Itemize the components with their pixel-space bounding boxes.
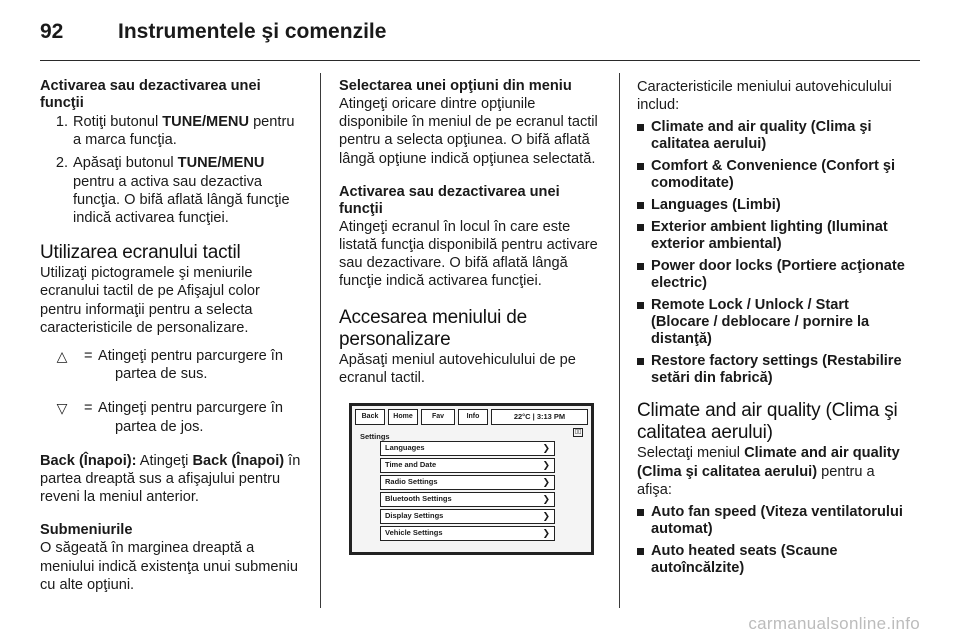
bullet-square-icon — [637, 297, 651, 348]
climate-item — [637, 543, 905, 577]
column-middle — [339, 78, 607, 560]
touch-text: Utilizaţi pictogramele şi meniurile ecranului tactil de pe Afişajul color pentru informaţii pentru a selecta caracteristicile de personalizare. — [40, 265, 260, 336]
feature-item — [637, 297, 905, 348]
submenu-text: O săgeată în marginea dreaptă a meniului indică existenţa unui submeniu cu alte opţiuni. — [40, 540, 298, 593]
climate-menu-name: Climate and air quality (Clima şi calitatea aerului) — [637, 445, 900, 480]
climate-heading: Climate and air quality (Clima şi calitatea aerului) — [637, 400, 898, 444]
features-list — [637, 119, 905, 387]
climate-text-part: Selectaţi meniul — [637, 445, 745, 462]
step-text: pentru a activa sau dezactiva funcţia. O bifă aflată lângă funcţie indică activarea funcţiei. — [73, 173, 290, 227]
bullet-square-icon — [637, 119, 651, 153]
screen-menu-label: Bluetooth Settings — [385, 494, 452, 504]
feature-text: Restore factory settings (Restabilire setări din fabrică) — [651, 353, 902, 387]
down-arrow-icon: ▽ — [56, 400, 68, 417]
step-number: 2. — [55, 155, 68, 172]
climate-item — [637, 504, 905, 538]
chevron-right-icon: ❯ — [542, 460, 550, 471]
climate-text-part: pentru a afişa: — [637, 463, 875, 498]
activate-text: Atingeţi ecranul în locul în care este listată funcţia disponibilă pentru activare sau dezactivare. O bifă aflată lângă funcţie indică activarea funcţiei. — [339, 218, 598, 290]
bullet-square-icon — [637, 158, 651, 192]
column-left — [40, 78, 302, 594]
screen-menu-item[interactable] — [380, 509, 555, 524]
screen-title: Settings — [360, 432, 390, 442]
chevron-right-icon: ❯ — [542, 511, 550, 522]
arrow-down-text — [98, 399, 302, 435]
watermark: carmanualsonline.info — [748, 614, 920, 633]
screen-menu-item[interactable] — [380, 492, 555, 507]
screen-menu-item[interactable] — [380, 475, 555, 490]
screen-menu-item[interactable] — [380, 441, 555, 456]
feature-item — [637, 119, 905, 153]
arrow-down-row — [40, 399, 302, 435]
arrow-text-line: partea de sus. — [115, 366, 208, 383]
step-button-name: TUNE/MENU — [162, 114, 250, 130]
screen-menu-label: Radio Settings — [385, 477, 438, 487]
feature-text: Languages (Limbi) — [651, 197, 781, 214]
settings-screen-figure — [343, 400, 605, 560]
activate-heading: Activarea sau dezactivarea unei funcţii — [339, 183, 560, 217]
feature-text: Comfort & Convenience (Confort şi comoditate) — [651, 158, 896, 192]
screen-menu-label: Languages — [385, 443, 425, 453]
step-item — [40, 154, 302, 227]
bullet-square-icon — [637, 504, 651, 538]
screen-fav-button[interactable]: Fav — [421, 409, 455, 425]
arrow-up-text — [98, 347, 302, 383]
chevron-right-icon: ❯ — [542, 443, 550, 454]
feature-item — [637, 197, 905, 214]
chapter-title: Instrumentele şi comenzile — [118, 20, 387, 43]
bullet-square-icon — [637, 219, 651, 253]
steps-list — [40, 113, 302, 227]
screen-menu-list — [380, 441, 555, 543]
select-heading: Selectarea unei opţiuni din meniu — [339, 78, 572, 94]
access-heading: Accesarea meniului de personalizare — [339, 306, 528, 350]
feature-item — [637, 258, 905, 292]
feature-text: Climate and air quality (Clima şi calitatea aerului) — [651, 119, 872, 153]
back-text: în partea dreaptă sus a afişajului pentru reveni la meniul anterior. — [40, 452, 301, 506]
feature-text: Power door locks (Portiere acţionate electric) — [651, 258, 905, 292]
feature-item — [637, 158, 905, 192]
equals-sign: = — [84, 348, 93, 365]
bullet-square-icon — [637, 258, 651, 292]
submenu-heading: Submeniurile — [40, 522, 133, 539]
step-text: Rotiţi butonul — [73, 114, 163, 130]
chevron-right-icon: ❯ — [542, 528, 550, 539]
climate-item-text: Auto fan speed (Viteza ventilatorului automat) — [651, 504, 903, 538]
activate-heading: Activarea sau dezactivarea unei funcţii — [40, 78, 261, 111]
book-icon: ▯▯ — [574, 429, 582, 436]
screen-top-bar — [355, 409, 588, 425]
access-text: Apăsaţi meniul autovehiculului de pe ecranul tactil. — [339, 351, 576, 386]
column-right — [637, 78, 905, 582]
step-number: 1. — [55, 114, 68, 130]
equals-sign: = — [84, 400, 93, 417]
select-text: Atingeţi oricare dintre opţiunile disponibile în meniul de pe ecranul tactil pentru a selecta opţiunea. O bifă aflată lângă opţiune indică opţiunea selectată. — [339, 96, 598, 167]
screen-menu-label: Display Settings — [385, 511, 444, 521]
step-text: Apăsaţi butonul — [73, 155, 178, 172]
screen-status: 22°C | 3:13 PM — [491, 409, 588, 425]
step-button-name: TUNE/MENU — [177, 155, 265, 172]
screen-info-button[interactable]: Info — [458, 409, 488, 425]
screen-menu-label: Time and Date — [385, 460, 437, 470]
column-divider — [619, 73, 620, 608]
climate-list — [637, 504, 905, 577]
screen-back-button[interactable]: Back — [355, 409, 385, 425]
up-arrow-icon: △ — [56, 348, 68, 365]
feature-text: Remote Lock / Unlock / Start (Blocare / deblocare / pornire la distanţă) — [651, 297, 870, 348]
feature-item — [637, 353, 905, 387]
step-item — [40, 113, 302, 149]
column-divider — [320, 73, 321, 608]
climate-text — [637, 444, 905, 499]
arrow-text-line: Atingeţi pentru parcurgere în — [98, 400, 283, 417]
back-button-name: Back (Înapoi) — [192, 452, 285, 469]
chevron-right-icon: ❯ — [542, 477, 550, 488]
page-number: 92 — [40, 20, 64, 43]
back-label: Back (Înapoi): — [40, 452, 137, 469]
features-intro: Caracteristicile meniului autovehiculului includ: — [637, 79, 892, 114]
touch-heading: Utilizarea ecranului tactil — [40, 242, 241, 264]
touch-screen — [349, 403, 594, 555]
screen-menu-item[interactable] — [380, 458, 555, 473]
screen-menu-label: Vehicle Settings — [385, 528, 443, 538]
climate-item-text: Auto heated seats (Scaune autoîncălzite) — [651, 543, 838, 577]
arrow-text-line: Atingeţi pentru parcurgere în — [98, 348, 283, 365]
screen-home-button[interactable]: Home — [388, 409, 418, 425]
feature-text: Exterior ambient lighting (Iluminat exterior ambiental) — [651, 219, 888, 253]
back-text: Atingeţi — [136, 452, 193, 469]
arrow-text-line: partea de jos. — [115, 418, 204, 435]
feature-item — [637, 219, 905, 253]
bullet-square-icon — [637, 353, 651, 387]
header-rule — [40, 60, 920, 61]
back-paragraph — [40, 452, 302, 507]
arrow-up-row — [40, 347, 302, 383]
step-text: pentru a marca funcţia. — [73, 114, 295, 149]
bullet-square-icon — [637, 197, 651, 214]
page-header — [40, 20, 386, 46]
chevron-right-icon: ❯ — [542, 494, 550, 505]
screen-menu-item[interactable] — [380, 526, 555, 541]
bullet-square-icon — [637, 543, 651, 577]
